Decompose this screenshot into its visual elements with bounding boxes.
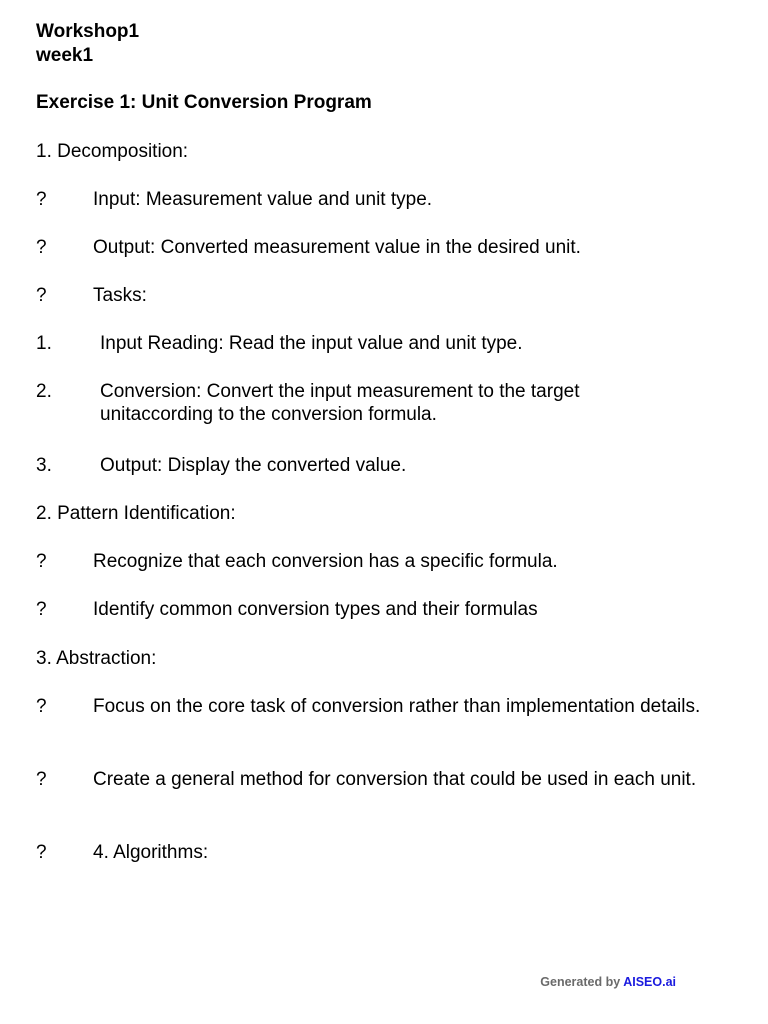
bullet-marker: ? [36, 769, 47, 790]
bullet-text: 4. Algorithms: [93, 842, 209, 863]
wrapped-bullet [36, 695, 726, 718]
document-subtitle: week1 [36, 45, 94, 66]
wrapped-bullet [36, 768, 726, 791]
bullet-text: Tasks: [93, 285, 147, 306]
task-number: 1. [36, 333, 52, 354]
bullet-marker: ? [36, 696, 47, 717]
bullet-marker: ? [36, 842, 47, 863]
footer-prefix: Generated by [540, 975, 621, 989]
generated-by-footer [540, 975, 676, 989]
bullet-marker: ? [36, 599, 47, 620]
bullet-text: Focus on the core task of conversion rather than implementation details. [93, 696, 701, 717]
bullet-text: Identify common conversion types and their formulas [93, 599, 538, 620]
task-text: Input Reading: Read the input value and unit type. [100, 333, 523, 354]
bullet-text: Input: Measurement value and unit type. [93, 189, 433, 210]
bullet-marker: ? [36, 237, 47, 258]
task-text-continuation: unitaccording to the conversion formula. [100, 404, 437, 425]
task-text: Output: Display the converted value. [100, 455, 407, 476]
task-number: 2. [36, 381, 52, 402]
exercise-heading: Exercise 1: Unit Conversion Program [36, 92, 372, 113]
abstraction-heading: 3. Abstraction: [36, 648, 157, 669]
pattern-heading: 2. Pattern Identification: [36, 503, 236, 524]
bullet-marker: ? [36, 285, 47, 306]
task-number: 3. [36, 455, 52, 476]
bullet-marker: ? [36, 189, 47, 210]
footer-brand-link[interactable]: AISEO.ai [623, 975, 676, 989]
bullet-text: Recognize that each conversion has a specific formula. [93, 551, 558, 572]
bullet-marker: ? [36, 551, 47, 572]
bullet-text: Output: Converted measurement value in the desired unit. [93, 237, 581, 258]
task-text: Conversion: Convert the input measurement to the target [100, 381, 580, 402]
document-title: Workshop1 [36, 21, 140, 42]
bullet-text: Create a general method for conversion that could be used in each unit. [93, 769, 697, 790]
decomposition-heading: 1. Decomposition: [36, 141, 189, 162]
